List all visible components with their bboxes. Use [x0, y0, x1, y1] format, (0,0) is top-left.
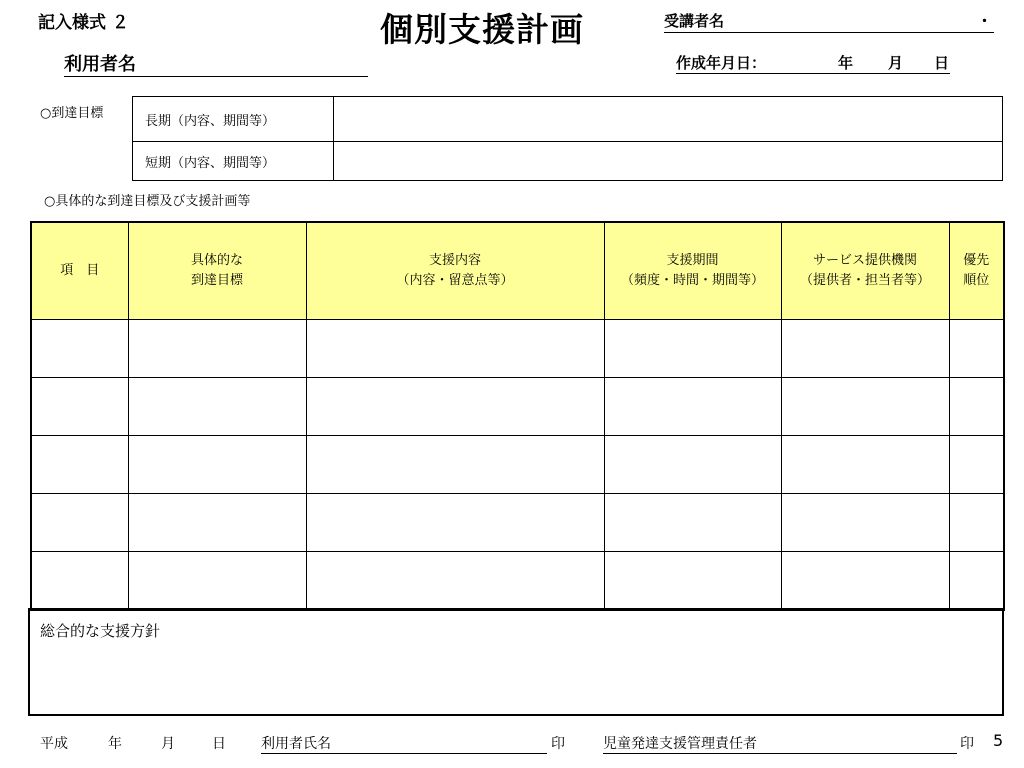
table-row [32, 552, 1003, 610]
user-name-label: 利用者名 [64, 54, 136, 75]
table-cell[interactable] [32, 320, 128, 378]
table-cell[interactable] [604, 378, 781, 436]
table-row [32, 378, 1003, 436]
table-cell[interactable] [781, 378, 949, 436]
table-cell[interactable] [949, 320, 1003, 378]
header-priority [949, 223, 1003, 320]
table-cell[interactable] [781, 494, 949, 552]
created-date-field[interactable] [676, 52, 950, 74]
table-cell[interactable] [32, 436, 128, 494]
table-cell[interactable] [128, 378, 306, 436]
table-cell[interactable] [604, 436, 781, 494]
support-plan-table-frame [30, 221, 1005, 611]
seal-2: 印 [960, 736, 974, 752]
created-month-label: 月 [888, 54, 904, 72]
table-row [32, 436, 1003, 494]
header-priority-line2: 順位 [963, 273, 990, 288]
table-cell[interactable] [32, 378, 128, 436]
header-support-content-line1: 支援内容 [428, 253, 481, 268]
table-cell[interactable] [949, 378, 1003, 436]
header-support-period [604, 223, 781, 320]
trainee-name-label: 受講者名 [664, 12, 725, 30]
manager-label: 児童発達支援管理責任者 [603, 733, 957, 754]
table-cell[interactable] [128, 552, 306, 610]
table-cell[interactable] [604, 552, 781, 610]
goals-section-label: ○到達目標 [40, 106, 104, 121]
long-term-row [133, 97, 1003, 142]
form-number: 記入様式 ２ [38, 13, 129, 33]
header-specific-goal-line2: 到達目標 [190, 273, 243, 288]
overall-policy-label: 総合的な支援方針 [40, 622, 161, 640]
header-service-provider-line1: サービス提供機関 [812, 253, 917, 268]
header-service-provider-line2: （提供者・担当者等） [799, 273, 930, 288]
support-plan-table [32, 223, 1003, 609]
header-support-content [306, 223, 604, 320]
created-year-label: 年 [838, 54, 854, 72]
table-cell[interactable] [781, 436, 949, 494]
short-term-input[interactable] [334, 142, 1003, 181]
overall-policy-box[interactable] [28, 608, 1004, 716]
table-cell[interactable] [306, 436, 604, 494]
table-cell[interactable] [32, 494, 128, 552]
long-term-input[interactable] [334, 97, 1003, 142]
header-support-period-line2: （頻度・時間・期間等） [620, 273, 764, 288]
goals-table [132, 96, 1003, 181]
table-cell[interactable] [306, 320, 604, 378]
header-support-content-line2: （内容・留意点等） [396, 273, 514, 288]
short-term-row [133, 142, 1003, 181]
table-cell[interactable] [128, 436, 306, 494]
created-day-label: 日 [934, 54, 950, 72]
created-date-label: 作成年月日： [676, 54, 767, 72]
trainee-dot: ・ [976, 12, 992, 30]
plan-header-row [32, 223, 1003, 320]
footer-era: 平成 [40, 736, 68, 752]
header-item [32, 223, 128, 320]
header-service-provider [781, 223, 949, 320]
page-number: 5 [993, 731, 1004, 750]
header-specific-goal-line1: 具体的な [190, 253, 243, 268]
header-support-period-line1: 支援期間 [666, 253, 719, 268]
long-term-label: 長期（内容、期間等） [133, 97, 334, 142]
header-item-text: 項 目 [60, 263, 100, 278]
user-name-field[interactable] [64, 50, 368, 77]
table-cell[interactable] [32, 552, 128, 610]
page-title: 個別支援計画 [380, 10, 584, 49]
table-cell[interactable] [306, 494, 604, 552]
footer-month: 月 [161, 736, 175, 752]
table-row [32, 494, 1003, 552]
table-cell[interactable] [781, 320, 949, 378]
footer-day: 日 [212, 736, 226, 752]
table-cell[interactable] [604, 320, 781, 378]
table-cell[interactable] [781, 552, 949, 610]
manager-signature-field[interactable] [603, 733, 957, 754]
short-term-label: 短期（内容、期間等） [133, 142, 334, 181]
user-signature-label: 利用者氏名 [261, 733, 547, 754]
plan-section-label: ○具体的な到達目標及び支援計画等 [44, 194, 251, 209]
table-cell[interactable] [949, 552, 1003, 610]
table-cell[interactable] [949, 494, 1003, 552]
trainee-name-field[interactable] [664, 10, 994, 33]
table-cell[interactable] [128, 494, 306, 552]
table-row [32, 320, 1003, 378]
table-cell[interactable] [128, 320, 306, 378]
table-cell[interactable] [949, 436, 1003, 494]
table-cell[interactable] [306, 378, 604, 436]
table-cell[interactable] [306, 552, 604, 610]
user-signature-field[interactable] [261, 733, 547, 754]
table-cell[interactable] [604, 494, 781, 552]
seal-1: 印 [551, 736, 565, 752]
header-specific-goal [128, 223, 306, 320]
header-priority-line1: 優先 [963, 253, 990, 268]
footer-year: 年 [108, 736, 122, 752]
